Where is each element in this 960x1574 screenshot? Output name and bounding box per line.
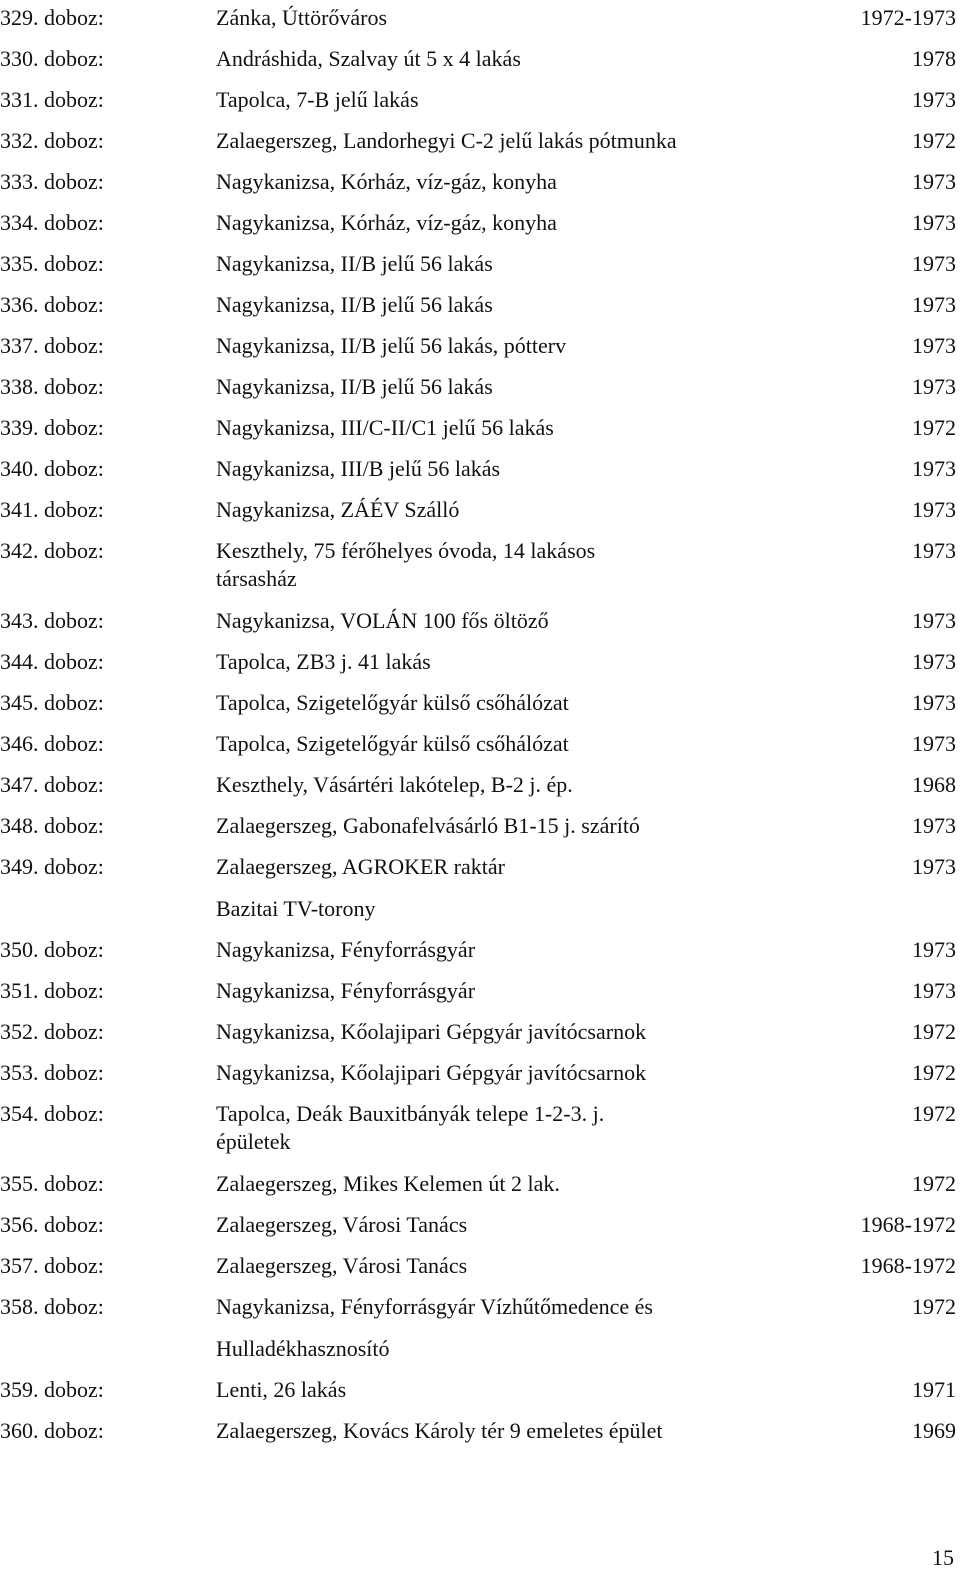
box-description <box>216 414 686 442</box>
description-line: Zalaegerszeg, Landorhegyi C-2 jelű lakás pótmunka <box>216 128 677 153</box>
box-number: 342. doboz: <box>0 538 104 563</box>
box-description <box>216 209 686 237</box>
box-description <box>216 1417 686 1445</box>
box-number: 355. doboz: <box>0 1171 104 1196</box>
box-description <box>216 373 686 401</box>
box-number: 345. doboz: <box>0 690 104 715</box>
box-description <box>216 1293 686 1321</box>
description-line: Lenti, 26 lakás <box>216 1377 347 1402</box>
box-number: 351. doboz: <box>0 978 104 1003</box>
box-year: 1973 <box>912 87 956 112</box>
box-year: 1973 <box>912 497 956 522</box>
box-year: 1973 <box>912 456 956 481</box>
description-line: Nagykanizsa, Fényforrásgyár <box>216 937 476 962</box>
box-number: 343. doboz: <box>0 608 104 633</box>
box-description <box>216 853 686 881</box>
box-description <box>216 1100 686 1156</box>
description-line: Zalaegerszeg, Városi Tanács <box>216 1212 468 1237</box>
box-year: 1973 <box>912 690 956 715</box>
box-number: 350. doboz: <box>0 937 104 962</box>
box-year: 1972-1973 <box>860 5 956 30</box>
box-number: 341. doboz: <box>0 497 104 522</box>
box-year: 1972 <box>912 1294 956 1319</box>
box-year: 1973 <box>912 649 956 674</box>
box-year: 1973 <box>912 251 956 276</box>
description-line: Nagykanizsa, II/B jelű 56 lakás <box>216 251 493 276</box>
box-description <box>216 771 686 799</box>
box-number: 349. doboz: <box>0 854 104 879</box>
box-description <box>216 1335 686 1363</box>
box-number: 346. doboz: <box>0 731 104 756</box>
description-line: Nagykanizsa, Kórház, víz-gáz, konyha <box>216 169 557 194</box>
description-line: Nagykanizsa, VOLÁN 100 fős öltöző <box>216 608 549 633</box>
box-description <box>216 648 686 676</box>
box-year: 1973 <box>912 538 956 563</box>
box-number: 359. doboz: <box>0 1377 104 1402</box>
box-description <box>216 496 686 524</box>
box-year: 1971 <box>912 1377 956 1402</box>
description-line: Tapolca, Szigetelőgyár külső csőhálózat <box>216 690 569 715</box>
box-year: 1973 <box>912 937 956 962</box>
box-description <box>216 1059 686 1087</box>
box-year: 1973 <box>912 854 956 879</box>
box-year: 1968-1972 <box>860 1253 956 1278</box>
box-year: 1969 <box>912 1418 956 1443</box>
description-line: Zalaegerszeg, Gabonafelvásárló B1-15 j. szárító <box>216 813 640 838</box>
box-year: 1972 <box>912 1019 956 1044</box>
box-description <box>216 45 686 73</box>
box-number: 329. doboz: <box>0 5 104 30</box>
description-line: Nagykanizsa, II/B jelű 56 lakás, pótterv <box>216 333 567 358</box>
box-number: 360. doboz: <box>0 1418 104 1443</box>
box-description <box>216 1170 686 1198</box>
box-year: 1973 <box>912 978 956 1003</box>
box-description <box>216 1252 686 1280</box>
box-year: 1968-1972 <box>860 1212 956 1237</box>
box-year: 1973 <box>912 333 956 358</box>
box-year: 1973 <box>912 374 956 399</box>
box-number: 337. doboz: <box>0 333 104 358</box>
description-line-continued: társasház <box>216 566 297 591</box>
description-line: Nagykanizsa, II/B jelű 56 lakás <box>216 374 493 399</box>
description-line: Nagykanizsa, Kőolajipari Gépgyár javítócsarnok <box>216 1060 647 1085</box>
box-number: 348. doboz: <box>0 813 104 838</box>
box-number: 336. doboz: <box>0 292 104 317</box>
description-line: Keszthely, 75 férőhelyes óvoda, 14 lakásos <box>216 538 596 563</box>
description-line: Nagykanizsa, Kőolajipari Gépgyár javítócsarnok <box>216 1019 647 1044</box>
box-number: 330. doboz: <box>0 46 104 71</box>
box-number: 334. doboz: <box>0 210 104 235</box>
box-number: 354. doboz: <box>0 1101 104 1126</box>
box-number: 357. doboz: <box>0 1253 104 1278</box>
box-description <box>216 607 686 635</box>
box-description <box>216 291 686 319</box>
box-number: 335. doboz: <box>0 251 104 276</box>
box-description <box>216 895 686 923</box>
description-line: Zalaegerszeg, Mikes Kelemen út 2 lak. <box>216 1171 560 1196</box>
description-line: Nagykanizsa, II/B jelű 56 lakás <box>216 292 493 317</box>
box-year: 1972 <box>912 415 956 440</box>
box-number: 347. doboz: <box>0 772 104 797</box>
box-description <box>216 689 686 717</box>
box-year: 1973 <box>912 169 956 194</box>
box-number: 352. doboz: <box>0 1019 104 1044</box>
box-description <box>216 455 686 483</box>
box-number: 344. doboz: <box>0 649 104 674</box>
description-line-continued: épületek <box>216 1129 291 1154</box>
description-line: Andráshida, Szalvay út 5 x 4 lakás <box>216 46 521 71</box>
box-year: 1978 <box>912 46 956 71</box>
box-number: 338. doboz: <box>0 374 104 399</box>
description-line: Tapolca, Szigetelőgyár külső csőhálózat <box>216 731 569 756</box>
box-description <box>216 1211 686 1239</box>
box-description <box>216 4 686 32</box>
box-description <box>216 250 686 278</box>
box-year: 1972 <box>912 1171 956 1196</box>
description-line: Nagykanizsa, III/B jelű 56 lakás <box>216 456 501 481</box>
description-line: Nagykanizsa, Kórház, víz-gáz, konyha <box>216 210 557 235</box>
description-line: Tapolca, 7-B jelű lakás <box>216 87 419 112</box>
box-year: 1973 <box>912 210 956 235</box>
page-number: 15 <box>932 1545 954 1570</box>
box-number: 333. doboz: <box>0 169 104 194</box>
box-number: 356. doboz: <box>0 1212 104 1237</box>
box-number: 353. doboz: <box>0 1060 104 1085</box>
box-number: 358. doboz: <box>0 1294 104 1319</box>
box-description <box>216 168 686 196</box>
box-year: 1973 <box>912 731 956 756</box>
box-number: 339. doboz: <box>0 415 104 440</box>
description-line: Nagykanizsa, Fényforrásgyár <box>216 978 476 1003</box>
box-year: 1973 <box>912 813 956 838</box>
box-year: 1972 <box>912 128 956 153</box>
box-year: 1972 <box>912 1060 956 1085</box>
box-description <box>216 1376 686 1404</box>
box-description <box>216 730 686 758</box>
description-line: Keszthely, Vásártéri lakótelep, B-2 j. ép. <box>216 772 573 797</box>
box-description <box>216 332 686 360</box>
description-line: Hulladékhasznosító <box>216 1336 390 1361</box>
description-line: Tapolca, Deák Bauxitbányák telepe 1-2-3. j. <box>216 1101 605 1126</box>
box-description <box>216 127 686 155</box>
box-number: 340. doboz: <box>0 456 104 481</box>
box-year: 1968 <box>912 772 956 797</box>
box-description <box>216 812 686 840</box>
description-line: Zalaegerszeg, Városi Tanács <box>216 1253 468 1278</box>
box-description <box>216 1018 686 1046</box>
box-description <box>216 977 686 1005</box>
description-line: Nagykanizsa, Fényforrásgyár Vízhűtőmedence és <box>216 1294 653 1319</box>
box-number: 331. doboz: <box>0 87 104 112</box>
box-number: 332. doboz: <box>0 128 104 153</box>
description-line: Zalaegerszeg, AGROKER raktár <box>216 854 505 879</box>
description-line: Nagykanizsa, ZÁÉV Szálló <box>216 497 460 522</box>
box-year: 1972 <box>912 1101 956 1126</box>
description-line: Nagykanizsa, III/C-II/C1 jelű 56 lakás <box>216 415 554 440</box>
description-line: Bazitai TV-torony <box>216 896 376 921</box>
box-description <box>216 86 686 114</box>
description-line: Tapolca, ZB3 j. 41 lakás <box>216 649 431 674</box>
description-line: Zánka, Úttörőváros <box>216 5 388 30</box>
box-year: 1973 <box>912 292 956 317</box>
description-line: Zalaegerszeg, Kovács Károly tér 9 emeletes épület <box>216 1418 663 1443</box>
box-year: 1973 <box>912 608 956 633</box>
box-description <box>216 537 686 593</box>
box-description <box>216 936 686 964</box>
